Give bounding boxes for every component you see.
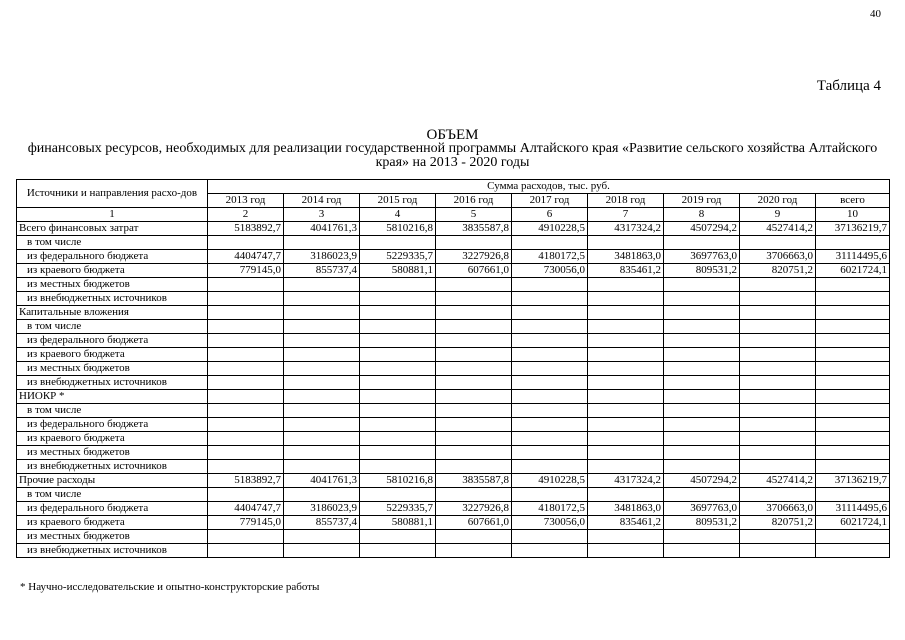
row-value — [284, 278, 360, 292]
row-value — [360, 292, 436, 306]
row-value — [284, 348, 360, 362]
row-value — [208, 432, 284, 446]
row-value — [740, 460, 816, 474]
row-value — [588, 278, 664, 292]
column-number: 3 — [284, 208, 360, 222]
row-value — [740, 530, 816, 544]
table-row — [17, 460, 890, 474]
row-value: 3481863,0 — [588, 502, 664, 516]
row-value — [436, 404, 512, 418]
row-value: 809531,2 — [664, 264, 740, 278]
row-value — [740, 390, 816, 404]
row-value — [816, 278, 890, 292]
row-value — [436, 530, 512, 544]
row-value — [436, 376, 512, 390]
table-row — [17, 264, 890, 278]
row-value — [512, 446, 588, 460]
row-value — [816, 236, 890, 250]
row-value — [588, 544, 664, 558]
row-value — [816, 334, 890, 348]
table-caption: Таблица 4 — [816, 78, 881, 94]
row-value: 580881,1 — [360, 264, 436, 278]
row-value: 4507294,2 — [664, 474, 740, 488]
table-row — [17, 362, 890, 376]
table-body — [17, 222, 890, 558]
row-value — [664, 236, 740, 250]
row-label: из местных бюджетов — [17, 362, 208, 376]
row-value — [664, 390, 740, 404]
row-value: 779145,0 — [208, 516, 284, 530]
row-value — [740, 236, 816, 250]
row-value — [436, 432, 512, 446]
table-row — [17, 516, 890, 530]
row-value: 4317324,2 — [588, 474, 664, 488]
row-value — [436, 446, 512, 460]
row-value — [360, 488, 436, 502]
row-value — [816, 460, 890, 474]
row-value: 3697763,0 — [664, 502, 740, 516]
row-label: из местных бюджетов — [17, 446, 208, 460]
row-value — [664, 530, 740, 544]
column-number: 5 — [436, 208, 512, 222]
header-year: 2020 год — [740, 194, 816, 208]
row-value: 5810216,8 — [360, 474, 436, 488]
row-value: 855737,4 — [284, 516, 360, 530]
row-value — [664, 306, 740, 320]
column-number: 4 — [360, 208, 436, 222]
row-value: 5229335,7 — [360, 250, 436, 264]
row-label: из внебюджетных источников — [17, 376, 208, 390]
table-row — [17, 418, 890, 432]
column-numbers-row — [17, 208, 890, 222]
row-label: Прочие расходы — [17, 474, 208, 488]
row-value — [512, 418, 588, 432]
row-label: в том числе — [17, 320, 208, 334]
row-value — [740, 278, 816, 292]
row-value — [512, 306, 588, 320]
row-label: из федерального бюджета — [17, 250, 208, 264]
row-value — [436, 418, 512, 432]
header-total: всего — [816, 194, 890, 208]
row-value — [740, 404, 816, 418]
row-value — [740, 376, 816, 390]
table-row — [17, 390, 890, 404]
row-value — [360, 306, 436, 320]
table-row — [17, 250, 890, 264]
row-label: НИОКР * — [17, 390, 208, 404]
row-label: из краевого бюджета — [17, 432, 208, 446]
row-value — [588, 348, 664, 362]
row-value — [436, 460, 512, 474]
row-value — [512, 530, 588, 544]
row-value — [360, 404, 436, 418]
row-value — [512, 292, 588, 306]
row-value — [512, 488, 588, 502]
row-value — [512, 362, 588, 376]
row-value: 4317324,2 — [588, 222, 664, 236]
row-value: 3481863,0 — [588, 250, 664, 264]
row-value — [740, 348, 816, 362]
row-value — [664, 334, 740, 348]
row-value — [664, 320, 740, 334]
row-label: из федерального бюджета — [17, 502, 208, 516]
row-value — [284, 404, 360, 418]
row-value — [436, 236, 512, 250]
row-value — [208, 376, 284, 390]
row-value — [664, 488, 740, 502]
row-value — [436, 292, 512, 306]
table-row — [17, 488, 890, 502]
row-label: Всего финансовых затрат — [17, 222, 208, 236]
row-value — [512, 348, 588, 362]
column-number: 2 — [208, 208, 284, 222]
row-value — [816, 390, 890, 404]
row-label: из краевого бюджета — [17, 264, 208, 278]
row-value — [208, 446, 284, 460]
row-label: в том числе — [17, 488, 208, 502]
row-value — [512, 460, 588, 474]
table-row — [17, 502, 890, 516]
row-value: 3227926,8 — [436, 250, 512, 264]
row-value: 835461,2 — [588, 264, 664, 278]
row-value — [816, 488, 890, 502]
table-row — [17, 432, 890, 446]
row-value — [436, 544, 512, 558]
row-value — [816, 432, 890, 446]
row-value — [740, 334, 816, 348]
row-value: 730056,0 — [512, 264, 588, 278]
row-value — [512, 278, 588, 292]
row-value — [512, 334, 588, 348]
row-value: 3706663,0 — [740, 502, 816, 516]
row-value — [740, 362, 816, 376]
row-value — [664, 446, 740, 460]
row-value: 5183892,7 — [208, 474, 284, 488]
row-value — [588, 362, 664, 376]
row-value: 820751,2 — [740, 516, 816, 530]
row-value — [208, 418, 284, 432]
title-subtitle: финансовых ресурсов, необходимых для реализации государственной программы Алтайского края «Развитие сельского хозяйства Алтайского края» на 2013 - 2020 годы — [27, 141, 878, 170]
column-number: 1 — [17, 208, 208, 222]
row-value — [588, 404, 664, 418]
row-value — [740, 418, 816, 432]
column-number: 8 — [664, 208, 740, 222]
row-label: Капитальные вложения — [17, 306, 208, 320]
column-number: 9 — [740, 208, 816, 222]
row-value — [512, 236, 588, 250]
row-value: 4507294,2 — [664, 222, 740, 236]
row-value — [664, 432, 740, 446]
row-label: в том числе — [17, 236, 208, 250]
table-row — [17, 236, 890, 250]
row-value: 730056,0 — [512, 516, 588, 530]
row-value — [360, 278, 436, 292]
header-year: 2017 год — [512, 194, 588, 208]
row-value — [588, 306, 664, 320]
row-value — [436, 390, 512, 404]
row-label: из внебюджетных источников — [17, 460, 208, 474]
row-value — [284, 306, 360, 320]
row-value: 3706663,0 — [740, 250, 816, 264]
table-row — [17, 334, 890, 348]
row-value — [284, 446, 360, 460]
row-label: из краевого бюджета — [17, 516, 208, 530]
row-value — [588, 236, 664, 250]
row-value — [816, 348, 890, 362]
header-year: 2014 год — [284, 194, 360, 208]
table-row — [17, 404, 890, 418]
row-value — [816, 530, 890, 544]
header-year: 2016 год — [436, 194, 512, 208]
row-value — [588, 530, 664, 544]
row-value: 37136219,7 — [816, 222, 890, 236]
row-value — [740, 306, 816, 320]
row-value — [588, 488, 664, 502]
row-value — [512, 390, 588, 404]
table-row — [17, 376, 890, 390]
row-label: из местных бюджетов — [17, 530, 208, 544]
row-value — [284, 530, 360, 544]
row-value — [360, 544, 436, 558]
row-value — [512, 320, 588, 334]
row-value — [436, 488, 512, 502]
row-value: 820751,2 — [740, 264, 816, 278]
row-value: 4527414,2 — [740, 222, 816, 236]
row-value — [208, 320, 284, 334]
row-value — [208, 292, 284, 306]
row-value — [816, 376, 890, 390]
row-value — [360, 530, 436, 544]
row-value: 3227926,8 — [436, 502, 512, 516]
row-value — [588, 320, 664, 334]
row-value: 4180172,5 — [512, 250, 588, 264]
row-value — [284, 418, 360, 432]
header-source: Источники и направления расхо-дов — [17, 180, 208, 208]
column-number: 6 — [512, 208, 588, 222]
column-number: 10 — [816, 208, 890, 222]
row-value: 4910228,5 — [512, 222, 588, 236]
row-value: 4180172,5 — [512, 502, 588, 516]
row-value: 4527414,2 — [740, 474, 816, 488]
header-year: 2019 год — [664, 194, 740, 208]
row-value — [360, 418, 436, 432]
row-label: из федерального бюджета — [17, 334, 208, 348]
row-value — [360, 334, 436, 348]
row-value — [360, 362, 436, 376]
row-value — [284, 362, 360, 376]
row-value: 5229335,7 — [360, 502, 436, 516]
row-value — [360, 460, 436, 474]
row-value — [208, 488, 284, 502]
row-value — [360, 320, 436, 334]
row-value — [816, 544, 890, 558]
row-value — [664, 278, 740, 292]
row-value — [284, 320, 360, 334]
row-value — [816, 320, 890, 334]
row-value: 580881,1 — [360, 516, 436, 530]
row-value — [360, 236, 436, 250]
row-value — [436, 320, 512, 334]
row-value — [664, 376, 740, 390]
page-number: 40 — [870, 8, 881, 20]
row-value — [360, 446, 436, 460]
row-value — [284, 390, 360, 404]
row-value: 4404747,7 — [208, 250, 284, 264]
row-value — [588, 418, 664, 432]
table-row — [17, 278, 890, 292]
row-value — [664, 292, 740, 306]
row-value: 6021724,1 — [816, 516, 890, 530]
row-value: 3835587,8 — [436, 474, 512, 488]
row-value — [208, 334, 284, 348]
row-value — [208, 390, 284, 404]
row-value — [664, 460, 740, 474]
row-value — [816, 292, 890, 306]
table-row — [17, 320, 890, 334]
row-value — [284, 236, 360, 250]
row-value — [284, 376, 360, 390]
row-value: 607661,0 — [436, 516, 512, 530]
row-value: 4404747,7 — [208, 502, 284, 516]
row-value — [816, 306, 890, 320]
row-value: 779145,0 — [208, 264, 284, 278]
table-row — [17, 348, 890, 362]
row-value: 5810216,8 — [360, 222, 436, 236]
row-value: 835461,2 — [588, 516, 664, 530]
row-value — [284, 334, 360, 348]
row-value — [436, 348, 512, 362]
row-label: из местных бюджетов — [17, 278, 208, 292]
row-value: 31114495,6 — [816, 250, 890, 264]
row-value: 3186023,9 — [284, 250, 360, 264]
row-label: из внебюджетных источников — [17, 544, 208, 558]
row-value — [512, 376, 588, 390]
row-value — [208, 362, 284, 376]
row-label: в том числе — [17, 404, 208, 418]
row-value — [664, 544, 740, 558]
row-value — [208, 348, 284, 362]
table-row — [17, 530, 890, 544]
row-value — [208, 460, 284, 474]
row-value — [436, 306, 512, 320]
row-value — [436, 278, 512, 292]
row-value — [664, 362, 740, 376]
row-value — [208, 544, 284, 558]
row-label: из федерального бюджета — [17, 418, 208, 432]
row-value — [740, 544, 816, 558]
row-value — [436, 362, 512, 376]
row-value: 809531,2 — [664, 516, 740, 530]
row-value — [208, 530, 284, 544]
row-value — [816, 418, 890, 432]
row-label: из внебюджетных источников — [17, 292, 208, 306]
table-row — [17, 292, 890, 306]
table-row — [17, 474, 890, 488]
row-value — [588, 446, 664, 460]
table-row — [17, 446, 890, 460]
row-value — [664, 418, 740, 432]
row-value — [512, 404, 588, 418]
row-value — [284, 488, 360, 502]
row-value — [740, 320, 816, 334]
row-value — [360, 348, 436, 362]
row-value: 6021724,1 — [816, 264, 890, 278]
row-value — [436, 334, 512, 348]
table-row — [17, 544, 890, 558]
title-main: ОБЪЕМ — [426, 127, 479, 143]
row-value — [512, 544, 588, 558]
row-value — [208, 236, 284, 250]
row-value — [816, 362, 890, 376]
row-value — [740, 446, 816, 460]
row-value: 4041761,3 — [284, 222, 360, 236]
row-value — [284, 544, 360, 558]
row-value: 37136219,7 — [816, 474, 890, 488]
row-value — [664, 348, 740, 362]
header-year: 2018 год — [588, 194, 664, 208]
row-value — [360, 376, 436, 390]
row-value: 3835587,8 — [436, 222, 512, 236]
row-value — [208, 306, 284, 320]
row-value — [588, 376, 664, 390]
row-value — [588, 432, 664, 446]
footnote: * Научно-исследовательские и опытно-конструкторские работы — [20, 581, 320, 593]
row-value — [588, 292, 664, 306]
row-value — [588, 334, 664, 348]
row-value — [360, 390, 436, 404]
row-value — [816, 404, 890, 418]
row-value — [284, 432, 360, 446]
row-value: 4910228,5 — [512, 474, 588, 488]
table-row — [17, 222, 890, 236]
row-value: 31114495,6 — [816, 502, 890, 516]
header-year: 2013 год — [208, 194, 284, 208]
row-value — [208, 278, 284, 292]
row-value — [664, 404, 740, 418]
column-number: 7 — [588, 208, 664, 222]
row-value — [588, 390, 664, 404]
row-value: 607661,0 — [436, 264, 512, 278]
row-value — [740, 488, 816, 502]
row-value — [740, 432, 816, 446]
table-row — [17, 306, 890, 320]
row-value — [360, 432, 436, 446]
title-block — [0, 128, 905, 170]
row-value — [816, 446, 890, 460]
row-value — [284, 292, 360, 306]
row-value: 3697763,0 — [664, 250, 740, 264]
row-value: 4041761,3 — [284, 474, 360, 488]
row-value — [208, 404, 284, 418]
row-label: из краевого бюджета — [17, 348, 208, 362]
row-value — [512, 432, 588, 446]
row-value: 5183892,7 — [208, 222, 284, 236]
row-value — [588, 460, 664, 474]
finance-table — [16, 179, 890, 558]
header-sum: Сумма расходов, тыс. руб. — [208, 180, 890, 194]
row-value — [740, 292, 816, 306]
header-year: 2015 год — [360, 194, 436, 208]
row-value — [284, 460, 360, 474]
row-value: 855737,4 — [284, 264, 360, 278]
row-value: 3186023,9 — [284, 502, 360, 516]
